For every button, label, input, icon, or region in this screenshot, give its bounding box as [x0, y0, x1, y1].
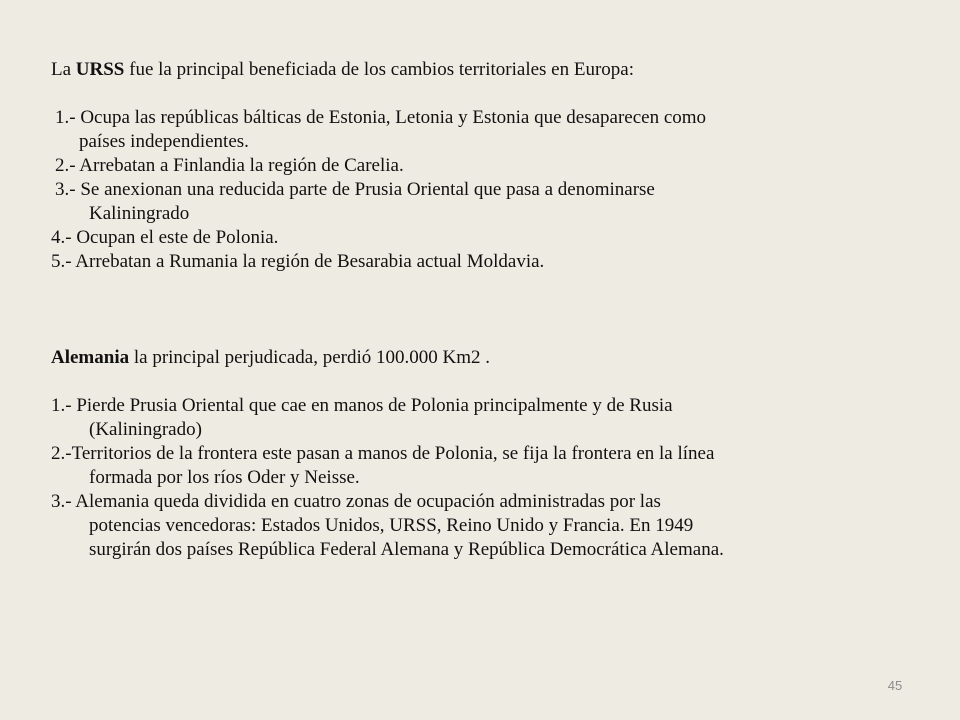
spacer [51, 322, 931, 346]
alemania-item-3-line-3: surgirán dos países República Federal Alemana y República Democrática Alemana. [89, 539, 724, 560]
alemania-intro [51, 346, 931, 370]
urss-intro-text: fue la principal beneficiada de los cambios territoriales en Europa: [124, 59, 634, 80]
urss-item-4: 4.- Ocupan el este de Polonia. [51, 227, 279, 248]
urss-item-1-line-1: 1.- Ocupa las repúblicas bálticas de Estonia, Letonia y Estonia que desaparecen como [55, 107, 707, 128]
page-number: 45 [887, 678, 903, 693]
alemania-item-1-line-2: (Kaliningrado) [89, 419, 202, 440]
urss-item-1-line-2: países independientes. [79, 131, 249, 152]
alemania-item-2-line-1: 2.-Territorios de la frontera este pasan a manos de Polonia, se fija la frontera en la línea [51, 443, 715, 464]
urss-keyword: URSS [75, 59, 125, 80]
alemania-item-2-line-2: formada por los ríos Oder y Neisse. [89, 467, 360, 488]
alemania-intro-text: la principal perjudicada, perdió 100.000 Km2 . [129, 347, 491, 368]
urss-item-2: 2.- Arrebatan a Finlandia la región de Carelia. [55, 155, 404, 176]
urss-item-3-line-1: 3.- Se anexionan una reducida parte de Prusia Oriental que pasa a denominarse [55, 179, 655, 200]
slide-body [51, 58, 931, 562]
urss-intro [51, 58, 931, 82]
urss-item-5: 5.- Arrebatan a Rumania la región de Besarabia actual Moldavia. [51, 251, 545, 272]
spacer [51, 370, 931, 394]
urss-item-3-line-2: Kaliningrado [89, 203, 190, 224]
urss-intro-prefix: La [51, 59, 76, 80]
spacer [51, 274, 931, 322]
alemania-item-1-line-1: 1.- Pierde Prusia Oriental que cae en manos de Polonia principalmente y de Rusia [51, 395, 673, 416]
spacer [51, 82, 931, 106]
alemania-keyword: Alemania [51, 347, 130, 368]
alemania-item-3-line-1: 3.- Alemania queda dividida en cuatro zonas de ocupación administradas por las [51, 491, 661, 512]
alemania-item-3-line-2: potencias vencedoras: Estados Unidos, URSS, Reino Unido y Francia. En 1949 [89, 515, 694, 536]
